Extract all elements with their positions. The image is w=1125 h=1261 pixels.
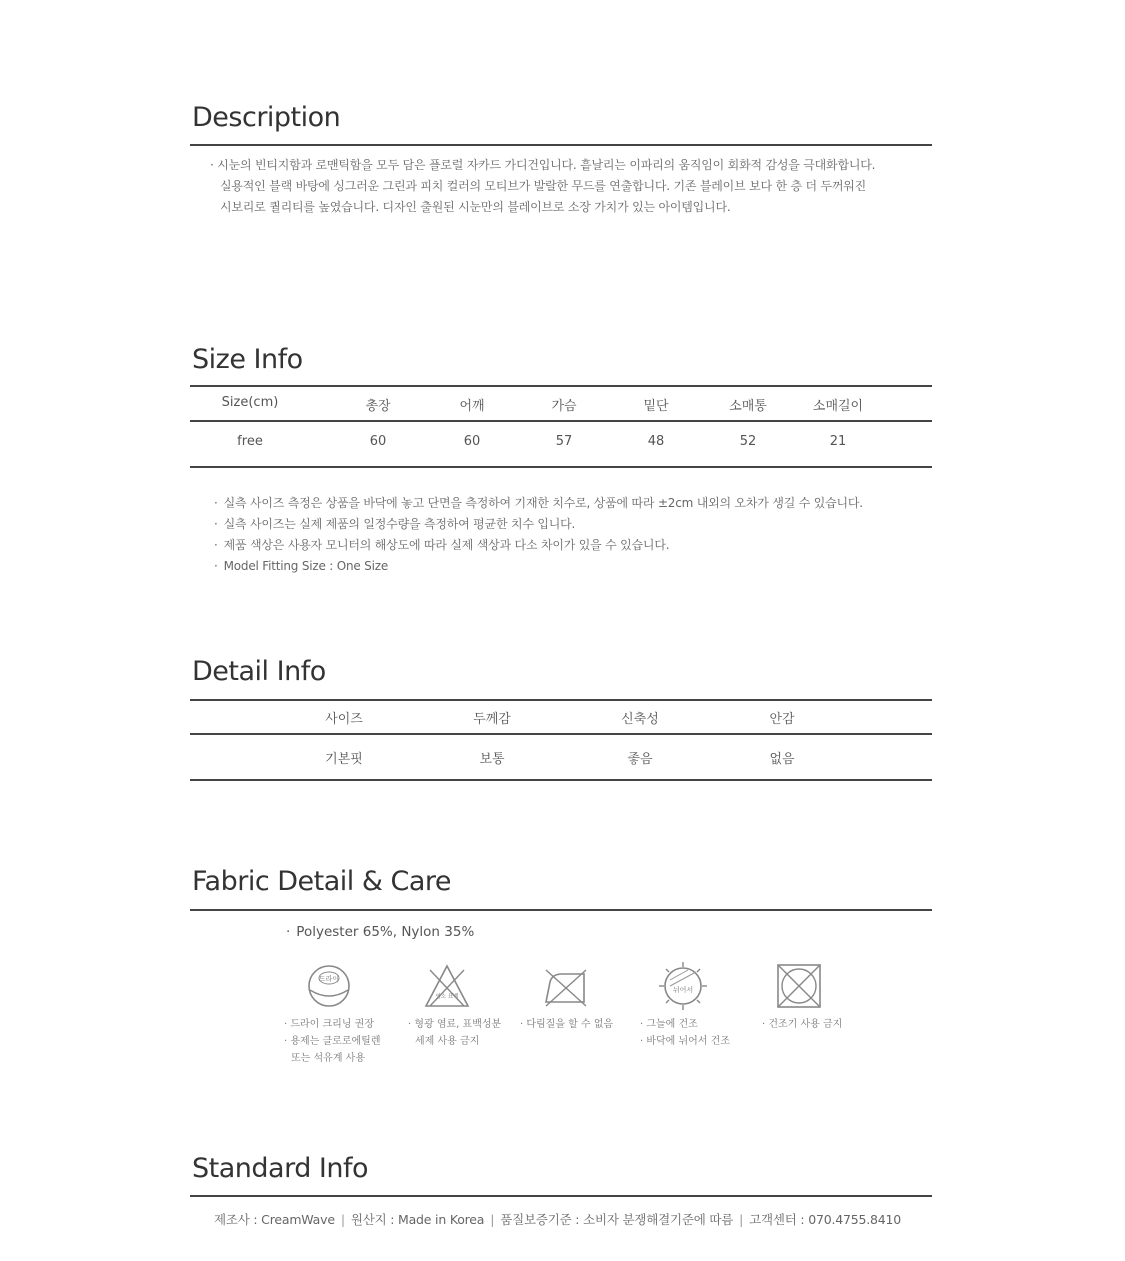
size-header-cell: 총장	[365, 399, 391, 414]
care-caption	[762, 1016, 842, 1033]
size-table-header	[190, 395, 932, 415]
divider	[190, 144, 932, 146]
size-header-cell: 소매길이	[812, 399, 864, 414]
standard-item: 원산지 : Made in Korea	[350, 1212, 485, 1227]
care-caption	[408, 1016, 501, 1050]
description-line: 실용적인 블랙 바탕에 싱그러운 그린과 피치 컬러의 모티브가 발랄한 무드를 연출합니다. 기존 블레이브 보다 한 층 더 두꺼워진	[220, 179, 867, 193]
care-caption-line: · 그늘에 건조	[640, 1016, 730, 1033]
detail-header-cell: 신축성	[621, 712, 659, 727]
fabric-title: Fabric Detail & Care	[192, 866, 452, 897]
size-header-cell: 어깨	[459, 399, 485, 414]
standard-item: 제조사 : CreamWave	[214, 1212, 335, 1227]
size-header-cell: 가슴	[551, 399, 577, 414]
divider	[190, 385, 932, 387]
detail-table-header	[190, 708, 932, 728]
size-table-row	[190, 434, 932, 454]
size-note: · 실측 사이즈 측정은 상품을 바닥에 놓고 단면을 측정하여 기재한 치수로, 상품에 따라 ±2cm 내외의 오차가 생길 수 있습니다.	[214, 493, 863, 514]
detail-header-cell: 사이즈	[325, 712, 363, 727]
size-cell: 60	[369, 434, 387, 449]
standard-info-line: 제조사 : CreamWave | 원산지 : Made in Korea | 품질보증기준 : 소비자 분쟁해결기준에 따름 | 고객센터 : 070.4755.8410	[214, 1212, 902, 1227]
detail-cell: 보통	[479, 752, 505, 767]
care-caption-line: · 건조기 사용 금지	[762, 1016, 842, 1033]
divider	[190, 420, 932, 422]
no-bleach-icon	[422, 962, 472, 1010]
care-caption	[520, 1016, 613, 1033]
shade-dry-flat-icon	[658, 962, 708, 1010]
size-header-cell: Size(cm)	[221, 395, 279, 410]
size-cell: 48	[647, 434, 665, 449]
size-cell: free	[237, 434, 263, 449]
divider	[190, 466, 932, 468]
size-cell: 57	[555, 434, 573, 449]
description-line: 시눈의 빈티지함과 로맨틱함을 모두 담은 플로럴 자카드 가디건입니다. 흩날리는 이파리의 움직임이 회화적 감성을 극대화합니다.	[217, 158, 876, 172]
detail-table-row	[190, 748, 932, 768]
divider	[190, 779, 932, 781]
size-note: · Model Fitting Size : One Size	[214, 556, 863, 577]
size-cell: 60	[463, 434, 481, 449]
detail-header-cell: 두께감	[473, 712, 511, 727]
care-caption-line: · 다림질을 할 수 없음	[520, 1016, 613, 1033]
care-caption	[640, 1016, 730, 1050]
size-cell: 52	[739, 434, 757, 449]
standard-item: 고객센터 : 070.4755.8410	[749, 1212, 902, 1227]
standard-info-title: Standard Info	[192, 1153, 369, 1184]
description-line: 시보리로 퀄리티를 높였습니다. 디자인 출원된 시눈만의 블레이브로 소장 가치가 있는 아이템입니다.	[220, 200, 731, 214]
standard-item: 품질보증기준 : 소비자 분쟁해결기준에 따름	[500, 1212, 734, 1227]
size-header-cell: 밑단	[643, 399, 669, 414]
no-tumble-dry-icon	[774, 962, 824, 1010]
care-caption-line: · 형광 염료, 표백성분	[408, 1016, 501, 1033]
dry-clean-icon	[304, 962, 354, 1010]
divider	[190, 1195, 932, 1197]
size-notes	[214, 493, 863, 577]
detail-cell: 좋음	[627, 752, 653, 767]
description-text: · 시눈의 빈티지함과 로맨틱함을 모두 담은 플로럴 자카드 가디건입니다. 흩날리는 이파리의 움직임이 회화적 감성을 극대화합니다. 실용적인 블랙 바탕에 싱그러운 그린과 피치 컬러의 모티브가 발랄한 무드를 연출합니다. 기존 블레이브 보다 한 층 더 두꺼워진 시보리로 퀄리티를 높였습니다. 디자인 출원된 시눈만의 블레이브로 소장 가치가 있는 아이템입니다.	[210, 158, 876, 214]
size-header-cell: 소매통	[729, 399, 767, 414]
divider	[190, 909, 932, 911]
divider	[190, 733, 932, 735]
care-caption-line: 세제 사용 금지	[415, 1036, 480, 1047]
care-caption-line: · 바닥에 뉘어서 건조	[640, 1033, 730, 1050]
dry-clean-icon-label: 드라이	[318, 975, 340, 983]
size-note: · 실측 사이즈는 실제 제품의 일정수량을 측정하여 평균한 치수 입니다.	[214, 514, 863, 535]
divider	[190, 699, 932, 701]
care-caption	[284, 1016, 380, 1067]
size-info-title: Size Info	[192, 344, 303, 375]
size-cell: 21	[829, 434, 847, 449]
detail-header-cell: 안감	[769, 712, 795, 727]
care-caption-line: · 드라이 크리닝 권장	[284, 1016, 380, 1033]
no-bleach-icon-label: 염소 표백	[435, 994, 459, 1000]
detail-cell: 기본핏	[325, 752, 363, 767]
detail-cell: 없음	[769, 752, 795, 767]
size-note: · 제품 색상은 사용자 모니터의 해상도에 따라 실제 색상과 다소 차이가 있을 수 있습니다.	[214, 535, 863, 556]
shade-dry-icon-label: 뉘어서	[672, 986, 694, 994]
care-caption-line: · 용제는 클로로에틸렌	[284, 1033, 380, 1050]
no-iron-icon	[540, 962, 590, 1010]
fabric-composition: · Polyester 65%, Nylon 35%	[286, 924, 474, 940]
description-title: Description	[192, 102, 341, 133]
detail-info-title: Detail Info	[192, 656, 326, 687]
care-caption-line: 또는 석유계 사용	[291, 1053, 365, 1064]
